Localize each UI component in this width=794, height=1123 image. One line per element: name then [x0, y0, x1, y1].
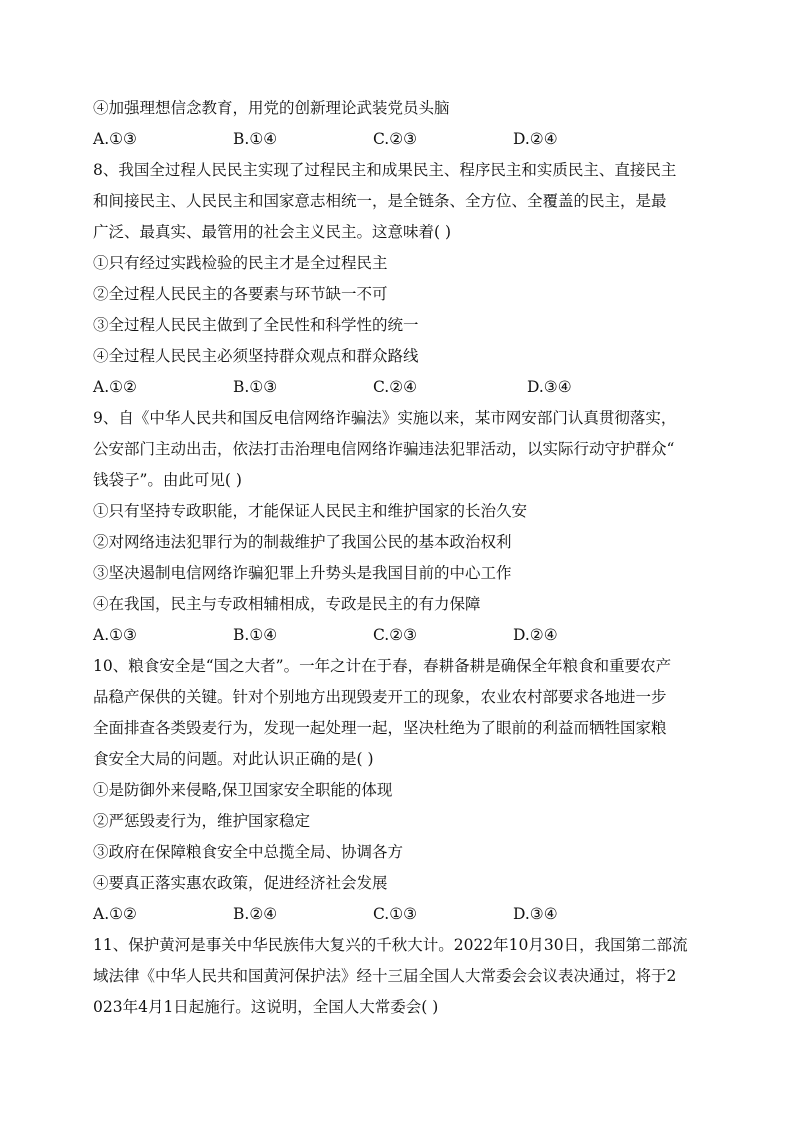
q8-stem-line-1: 8、我国全过程人民民主实现了过程民主和成果民主、程序民主和实质民主、直接民主: [93, 161, 677, 179]
q9-option-b[interactable]: B.①④: [233, 626, 278, 644]
q10-stem-line-3: 全面排查各类毁麦行为，发现一起处理一起，坚决杜绝为了眼前的利益而牺牲国家粮: [93, 719, 667, 737]
q10-statement-3: ③政府在保障粮食安全中总揽全局、协调各方: [93, 843, 404, 861]
prev-option-d[interactable]: D.②④: [513, 130, 558, 148]
q9-stem-line-3: 钱袋子”。由此可见( ): [93, 471, 242, 489]
q9-stem-line-2: 公安部门主动出击，依法打击治理电信网络诈骗违法犯罪活动，以实际行动守护群众“: [93, 440, 675, 458]
q10-stem-line-2: 品稳产保供的关键。针对个别地方出现毁麦开工的现象，农业农村部要求各地进一步: [93, 688, 667, 706]
q8-option-c[interactable]: C.②④: [373, 378, 418, 396]
q11-stem-line-2: 域法律《中华人民共和国黄河保护法》经十三届全国人大常委会会议表决通过，将于2: [93, 967, 677, 985]
q8-stem-line-3: 广泛、最真实、最管用的社会主义民主。这意味着( ): [93, 223, 452, 241]
prev-option-a[interactable]: A.①③: [93, 130, 137, 148]
q9-statement-1: ①只有坚持专政职能，才能保证人民民主和维护国家的长治久安: [93, 502, 528, 520]
q9-option-d[interactable]: D.②④: [513, 626, 558, 644]
q10-option-b[interactable]: B.②④: [233, 905, 278, 923]
q9-statement-2: ②对网络违法犯罪行为的制裁维护了我国公民的基本政治权利: [93, 533, 512, 551]
q9-statement-4: ④在我国，民主与专政相辅相成，专政是民主的有力保障: [93, 595, 481, 613]
q10-options: [93, 904, 713, 924]
q11-stem-line-1: 11、保护黄河是事关中华民族伟大复兴的千秋大计。2022年10月30日，我国第二部流: [93, 936, 688, 954]
q9-statement-3: ③坚决遏制电信网络诈骗犯罪上升势头是我国目前的中心工作: [93, 564, 512, 582]
q10-statement-2: ②严惩毁麦行为，维护国家稳定: [93, 812, 311, 830]
q10-option-d[interactable]: D.③④: [513, 905, 558, 923]
q9-stem-line-1: 9、自《中华人民共和国反电信网络诈骗法》实施以来，某市网安部门认真贯彻落实，: [93, 409, 677, 427]
prev-statement-4: ④加强理想信念教育，用党的创新理论武装党员头脑: [93, 99, 450, 117]
q8-statement-3: ③全过程人民民主做到了全民性和科学性的统一: [93, 316, 419, 334]
prev-options: [93, 129, 713, 149]
q8-option-a[interactable]: A.①②: [93, 378, 137, 396]
q10-option-a[interactable]: A.①②: [93, 905, 137, 923]
q10-stem-line-1: 10、粮食安全是“国之大者”。一年之计在于春，春耕备耕是确保全年粮食和重要农产: [93, 657, 672, 675]
q8-statement-1: ①只有经过实践检验的民主才是全过程民主: [93, 254, 388, 272]
q9-option-a[interactable]: A.①③: [93, 626, 137, 644]
q10-statement-4: ④要真正落实惠农政策，促进经济社会发展: [93, 874, 388, 892]
q9-options: [93, 625, 713, 645]
q8-statement-4: ④全过程人民民主必须坚持群众观点和群众路线: [93, 347, 419, 365]
prev-option-c[interactable]: C.②③: [373, 130, 418, 148]
q8-stem-line-2: 和间接民主、人民民主和国家意志相统一，是全链条、全方位、全覆盖的民主，是最: [93, 192, 667, 210]
q10-option-c[interactable]: C.①③: [373, 905, 418, 923]
q10-statement-1: ①是防御外来侵略,保卫国家安全职能的体现: [93, 781, 393, 799]
q8-option-b[interactable]: B.①③: [233, 378, 278, 396]
q8-options: [93, 377, 713, 397]
q8-option-d[interactable]: D.③④: [527, 378, 572, 396]
prev-option-b[interactable]: B.①④: [233, 130, 278, 148]
q9-option-c[interactable]: C.②③: [373, 626, 418, 644]
q10-stem-line-4: 食安全大局的问题。对此认识正确的是( ): [93, 750, 374, 768]
q11-stem-line-3: 023年4月1日起施行。这说明，全国人大常委会( ): [93, 998, 439, 1016]
q8-statement-2: ②全过程人民民主的各要素与环节缺一不可: [93, 285, 388, 303]
